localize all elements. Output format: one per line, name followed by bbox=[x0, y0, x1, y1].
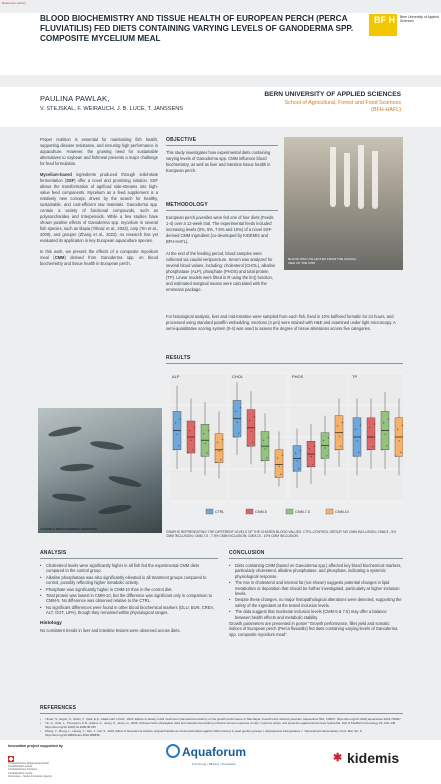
data-point bbox=[381, 449, 382, 450]
conclusion-list bbox=[229, 563, 403, 620]
analysis-list bbox=[40, 563, 218, 616]
conclusion-item: • The data suggest that moderate inclusion levels (CMM-5 & 7.5) may offer a balance between health effects and metabolic stability. bbox=[229, 609, 403, 620]
objective-text: This study investigates how experimental diets containing varying levels of Ganoderma spp. CMM influence blood biochemistry, as well as liver and intestine tissue health in European perch. bbox=[166, 150, 271, 173]
legend-label: CMM-5 bbox=[255, 510, 267, 514]
data-point bbox=[395, 456, 396, 457]
panel-label: TP bbox=[352, 374, 358, 379]
panel-label: ALP bbox=[172, 374, 180, 379]
conclusion-item: • The rise in cholesterol and internal fat (not shown) suggests potential changes in lipid metabolism or deposition that should be further investigated, particularly at higher inclusion levels. bbox=[229, 580, 403, 596]
methodology-section bbox=[166, 202, 278, 299]
data-point bbox=[326, 455, 327, 456]
objective-section bbox=[166, 137, 278, 174]
innovation-label: Innovation project supported by bbox=[8, 744, 63, 748]
swiss-line: Confederaziun svizra bbox=[8, 771, 33, 775]
legend-swatch bbox=[326, 509, 333, 514]
swiss-line: Confederazione Svizzera bbox=[8, 768, 37, 772]
conclusion-item: • Despite these changes, no major histopathological alterations were detected, supporting the safety of the ingredient at the tested inclusion levels. bbox=[229, 597, 403, 608]
data-point bbox=[275, 477, 276, 478]
data-point bbox=[187, 452, 188, 453]
data-point bbox=[340, 446, 341, 447]
data-point bbox=[358, 452, 359, 453]
data-point bbox=[357, 440, 358, 441]
data-point bbox=[374, 424, 375, 425]
chart-caption: GRAPHS REPRESENTING THE DIFFERENT LEVELS OF THE CHOSEN BLOOD VALUES: CTRL-CONTROL GROUP, NO CMM INCLUSION; CMM-5 - 5% CMM INCLUSION; CMM-7.5 - 7.5% CMM INCLUSION; CMM-10 - 10% CMM INCLUSION. bbox=[166, 530, 397, 539]
data-point bbox=[205, 443, 206, 444]
data-point bbox=[335, 449, 336, 450]
data-point bbox=[400, 452, 401, 453]
box bbox=[367, 418, 375, 450]
aquaforum-logo-icon bbox=[166, 744, 180, 758]
histology-text: For histological analysis, liver and mid-intestine were sampled from each fish, fixed in 10% buffered formalin for 24 hours, and processed using standard paraffin embedding. Sections (4 μm) were stained with H&E and examined under light microscopy. A semi-quantitative scoring system (0-4) was used to assess the degree of tissue alterations across five categories. bbox=[166, 314, 396, 331]
data-point bbox=[298, 468, 299, 469]
reference-item: • Yin, G., Ardó, L., Thompson, K.D., Adams, A., Jeney, Z., Jeney, G., 2009. Chinese herbs (Astragalus radix and Ganoderma lucidum) enhance immune response of carp, Cyprinus carpio, and protection against Aeromonas hydrophila. Fish & Shellfish Immunology 26, 140–145. https://doi.org/10.1016/j.fsi.2008.08.015 bbox=[40, 722, 403, 730]
legend-label: CMM-10 bbox=[335, 510, 349, 514]
data-point bbox=[386, 445, 387, 446]
data-point bbox=[237, 422, 238, 423]
data-point bbox=[397, 429, 398, 430]
data-point bbox=[277, 457, 278, 458]
data-point bbox=[367, 449, 368, 450]
data-point bbox=[180, 418, 181, 419]
data-point bbox=[279, 466, 280, 467]
data-point bbox=[372, 446, 373, 447]
data-point bbox=[399, 440, 400, 441]
perch-photo-caption: JUVENILE PERCH DURING SAMPLING bbox=[40, 527, 98, 531]
analysis-section bbox=[40, 550, 218, 634]
data-point bbox=[217, 442, 218, 443]
data-point bbox=[360, 425, 361, 426]
data-point bbox=[282, 455, 283, 456]
data-point bbox=[247, 445, 248, 446]
data-point bbox=[309, 448, 310, 449]
data-point bbox=[369, 427, 370, 428]
perch-photo bbox=[38, 408, 162, 533]
data-point bbox=[321, 458, 322, 459]
data-point bbox=[314, 446, 315, 447]
data-point bbox=[300, 450, 301, 451]
intro-paragraph-1: Proper nutrition is essential for maintaining fish health, supporting disease resistance, and ensuring high performance in aquaculture. However, the growing need for sustainable alternatives to soybean and fishmeal presents a major challenge for feed formulation. bbox=[40, 137, 158, 166]
conclusion-note: Growth parameters are presented in poster "Growth performance, fillet yield and somatic indices of European perch (Perca fluviatilis) fed diets containing varying levels of Ganoderma spp. composite mycelium meal". bbox=[229, 621, 398, 637]
box bbox=[215, 434, 223, 463]
reference-item: • Zhang, Y., Zhong, L., Huang, Y., Jian, J., Cai, S., 2022. Effect of Ganoderma lucidum polysaccharides as immunostimulants against Vibrio harveyi in pearl gentian grouper (♀Epinephelus fuscoguttatus × ♂Epinephelus lanceolatus). Front. Mar. Sci. 9. https://doi.org/10.3389/fmars.2022.968838 bbox=[40, 730, 403, 738]
data-point bbox=[203, 433, 204, 434]
data-point bbox=[371, 436, 372, 437]
data-point bbox=[219, 450, 220, 451]
references-section bbox=[40, 705, 403, 738]
data-point bbox=[177, 434, 178, 435]
poster-title: BLOOD BIOCHEMISTRY AND TISSUE HEALTH OF EUROPEAN PERCH (PERCA FLUVIATILIS) FED DIETS CONTAINING VARYING LEVELS OF GANODERMA SPP. COMPOSITE MYCELIUM MEAL bbox=[40, 14, 354, 44]
data-point bbox=[192, 449, 193, 450]
data-point bbox=[175, 422, 176, 423]
data-point bbox=[325, 447, 326, 448]
data-point bbox=[173, 449, 174, 450]
methodology-text-1: European perch juveniles were fed one of four diets (Feeds 1-4) over a 12-week trial. The experimental feeds included increasing levels (0%, 5%, 7.5% and 10%) of a novel SSF-derived CMM ingredient (co-developed by KIDEMIS and BFH-HAFL). bbox=[166, 215, 274, 244]
data-point bbox=[337, 425, 338, 426]
blood-photo-caption: BLOOD WAS COLLECTED FROM THE CAUDAL VEIN OF THE FISH bbox=[288, 257, 357, 265]
kidemis-logo-icon: ✱ bbox=[333, 752, 343, 764]
references-heading: REFERENCES bbox=[40, 705, 403, 714]
data-point bbox=[206, 452, 207, 453]
data-point bbox=[388, 418, 389, 419]
methodology-heading: METHODOLOGY bbox=[166, 202, 278, 211]
conclusion-heading: CONCLUSION bbox=[229, 550, 403, 559]
swiss-confederation-block bbox=[8, 756, 52, 778]
data-point bbox=[266, 457, 267, 458]
data-point bbox=[191, 440, 192, 441]
data-point bbox=[249, 420, 250, 421]
data-point bbox=[307, 466, 308, 467]
data-point bbox=[265, 448, 266, 449]
data-point bbox=[355, 429, 356, 430]
results-chart bbox=[166, 365, 403, 527]
data-point bbox=[323, 440, 324, 441]
data-point bbox=[261, 460, 262, 461]
analysis-item: • Phosphate was significantly higher in CMM-10 than in the control diet. bbox=[40, 587, 218, 592]
data-point bbox=[339, 435, 340, 436]
data-point bbox=[295, 453, 296, 454]
kidemis-logo: kidemis bbox=[347, 750, 400, 766]
author-name: PAULINA PAWLAK, bbox=[40, 94, 110, 103]
results-heading: RESULTS bbox=[166, 355, 403, 364]
data-point bbox=[385, 434, 386, 435]
data-point bbox=[353, 456, 354, 457]
histology-summary: No consistent trends in liver and intestine lesions were observed across diets. bbox=[40, 627, 181, 633]
university-name: BERN UNIVERSITY OF APPLIED SCIENCES bbox=[264, 91, 401, 98]
data-point bbox=[383, 422, 384, 423]
data-point bbox=[297, 460, 298, 461]
data-point bbox=[222, 439, 223, 440]
conclusion-item: • Diets containing CMM (based on Ganoderma spp.) affected key blood biochemical markers, particularly cholesterol, alkaline phosphatase, and phosphate, indicating a systemic physiological response. bbox=[229, 563, 403, 579]
introduction bbox=[40, 137, 158, 272]
analysis-item: • Total protein was lowest in CMM-10, but the difference was significant only in comparison to CMM-5. No difference was observed relative to the CTRL. bbox=[40, 593, 218, 604]
data-point bbox=[235, 411, 236, 412]
data-point bbox=[220, 459, 221, 460]
methodology-text-2: At the end of the feeding period, blood samples were collected via caudal venipuncture. Serum was analyzed for several blood values, including: cholesterol (CHOL), alkaline phosphatase (ALP), phosphate (PHOS) and total protein (TP). Linear models were fitted in R using the lm() function, and estimated marginal means were calculated with the emmeans package. bbox=[166, 251, 276, 292]
data-point bbox=[215, 462, 216, 463]
data-point bbox=[252, 442, 253, 443]
data-point bbox=[268, 437, 269, 438]
data-point bbox=[328, 437, 329, 438]
data-point bbox=[240, 407, 241, 408]
references-list bbox=[40, 718, 403, 738]
data-point bbox=[254, 416, 255, 417]
analysis-item: • No significant differences were found in other blood biochemical markers (GLU, BUN, CREA, ALT, GGT, LIPA), though they remained within physiological ranges. bbox=[40, 605, 218, 616]
aquaforum-logo: Aquaforum bbox=[182, 745, 246, 759]
data-point bbox=[201, 456, 202, 457]
analysis-item: • Cholesterol levels were significantly higher in all fish fed the experimental CMM diets compared to the control group. bbox=[40, 563, 218, 574]
blood-sampling-photo bbox=[284, 137, 403, 270]
bfh-logo: BF H bbox=[369, 14, 397, 36]
intro-paragraph-3: In this work, we present the effects of a composite mycelium meal (CMM) derived from Ganoderma spp. on blood biochemistry and tissue health in European perch. bbox=[40, 249, 159, 266]
data-point bbox=[238, 433, 239, 434]
school-abbr: (BFH-HAFL) bbox=[371, 107, 401, 113]
swiss-line: Confédération suisse bbox=[8, 765, 33, 769]
data-point bbox=[263, 440, 264, 441]
legend-label: CMM-7.5 bbox=[295, 510, 310, 514]
reference-item: • Yilmaz, S., Ergün, S., Sahin, T., Çelik, E.Ş., Abdel-Latif, H.M.R., 2023. Effects of dietary reishi mushroom (Ganoderma lucidum) on the growth performance of Nile tilapia, Oreochromis niloticus juveniles. Aquaculture 564, 739007. https://doi.org/10.1016/j.aquaculture.2022.739007 bbox=[40, 718, 403, 722]
legend-swatch bbox=[206, 509, 213, 514]
histology-heading: Histology bbox=[40, 620, 62, 626]
coauthors: V. STEJSKAL, F. WEIRAUCH, J. B. LUCE, T. JANSSENS bbox=[40, 106, 183, 112]
intro-paragraph-2: Mycelium-based ingredients produced through solid-state fermentation (SSF) offer a novel and promising solution. SSF allows the transformation of agrifood side-streams into high-value feed components. Mycelium as a feed supplement is a relatively new concept, driven by the search for healthy, sustainable, and cost-efficient raw materials. Ganoderma spp. contain a variety of functional compounds, such as polysaccharides and triterpenoids. While a few studies have shown positive effects of Ganoderma spp. mycelium in several fish species, such as tilapia (Yilmaz et al., 2023), carp (Yin et al., 2009), and grouper (Zhang et al., 2022), no research has yet evaluated its application in key European aquaculture species. bbox=[40, 172, 158, 243]
objective-heading: OBJECTIVE bbox=[166, 137, 278, 146]
data-point bbox=[194, 427, 195, 428]
legend-label: CTRL bbox=[215, 510, 225, 514]
swiss-line: Innosuisse – Swiss Innovation Agency bbox=[8, 774, 52, 778]
swiss-line: Schweizerische Eidgenossenschaft bbox=[8, 762, 49, 765]
data-point bbox=[312, 464, 313, 465]
reference-tag: Reference Library bbox=[2, 1, 26, 5]
panel-label: CHOL bbox=[232, 374, 244, 379]
data-point bbox=[293, 470, 294, 471]
conclusion-section bbox=[229, 550, 403, 637]
data-point bbox=[233, 436, 234, 437]
bfh-logo-text: Bern University of Applied Sciences bbox=[400, 15, 439, 23]
aquaforum-tagline: Forschung • Bildung • Produktion bbox=[192, 762, 236, 766]
data-point bbox=[280, 474, 281, 475]
data-point bbox=[342, 422, 343, 423]
data-point bbox=[189, 430, 190, 431]
data-point bbox=[178, 445, 179, 446]
swiss-flag-icon bbox=[8, 756, 14, 762]
box bbox=[275, 450, 283, 477]
school-name: School of Agricultural, Forest and Food Sciences bbox=[284, 100, 401, 106]
analysis-item: • Alkaline phosphatase was also significantly elevated in all treatment groups compared to control, possibly reflecting higher metabolic activity. bbox=[40, 575, 218, 586]
legend-swatch bbox=[246, 509, 253, 514]
analysis-heading: ANALYSIS bbox=[40, 550, 218, 559]
university-block bbox=[181, 91, 401, 113]
data-point bbox=[208, 430, 209, 431]
data-point bbox=[251, 431, 252, 432]
data-point bbox=[311, 456, 312, 457]
legend-swatch bbox=[286, 509, 293, 514]
panel-label: PHOS bbox=[292, 374, 304, 379]
